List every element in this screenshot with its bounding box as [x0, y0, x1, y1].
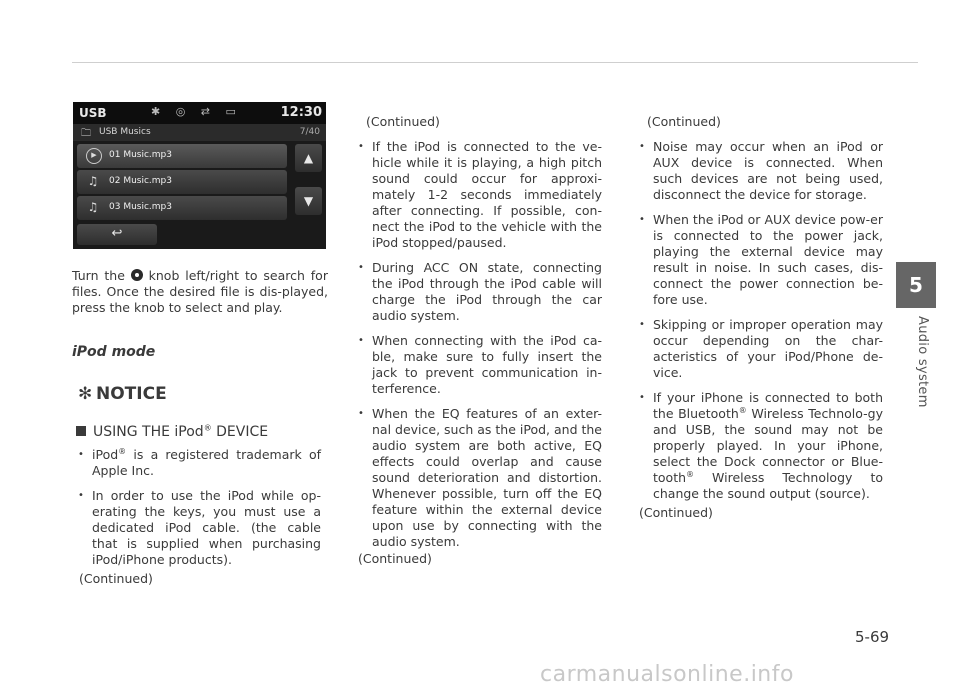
registered-mark: ®: [118, 446, 127, 456]
list-item: • If the iPod is connected to the ve-hicle while it is playing, a high pitch sound could occur for approxi-mately 1-2 seconds immediately after connecting. If possible, con-nect the iPod to the vehicle with the iPod stopped/paused.: [358, 139, 602, 251]
list-item: [78, 447, 321, 479]
list-item-text: Wireless Technology to change the sound output (source).: [653, 470, 883, 501]
track-item[interactable]: [77, 196, 287, 220]
page-number: 5-69: [855, 628, 890, 646]
list-item: • When connecting with the iPod ca-ble, make sure to fully insert the jack to prevent communication in-terference.: [358, 333, 602, 397]
notice-list: [78, 447, 321, 577]
list-item-text: If your iPhone is connected to both the Bluetooth: [653, 390, 883, 421]
clock: 12:30: [280, 105, 322, 120]
section-heading: iPod mode: [72, 344, 156, 360]
track-label: 03 Music.mp3: [109, 202, 172, 212]
subhead-text-end: DEVICE: [211, 424, 269, 440]
play-icon: ▶: [86, 148, 102, 164]
list-item: • During ACC ON state, connecting the iPod through the iPod cable will charge the iPod through the car audio system.: [358, 260, 602, 324]
knob-icon: [131, 269, 143, 281]
continued-label: (Continued): [79, 571, 153, 586]
source-label: USB: [79, 106, 107, 120]
notice-icon: ✻: [78, 384, 93, 404]
track-item[interactable]: [77, 144, 287, 168]
track-item[interactable]: [77, 170, 287, 194]
intro-text-end: knob left/right to search for files. Once the desired file is dis-played, press the knob to select and play.: [72, 268, 328, 315]
music-note-icon: ♫: [87, 200, 99, 214]
list-item: • When the EQ features of an exter-nal device, such as the iPod, and the audio system are both active, EQ effects could overlap and cause sound deterioration and distortion. Whenever possible, turn off the EQ feature within the external device upon use by connecting with the audio system.: [358, 406, 602, 550]
chapter-label: [916, 316, 932, 426]
notice-title: NOTICE: [96, 384, 167, 404]
intro-paragraph: [72, 268, 328, 316]
scroll-down-button[interactable]: ▼: [295, 187, 322, 215]
chapter-tab: 5: [896, 262, 936, 308]
watermark: carmanualsonline.info: [540, 662, 794, 687]
subhead-text: USING THE iPod: [93, 424, 204, 440]
notice-heading: [78, 384, 167, 404]
list-item: • Skipping or improper operation may occur depending on the char-acteristics of your iPod/Phone de-vice.: [639, 317, 883, 381]
registered-mark: ®: [738, 405, 747, 415]
continued-label: (Continued): [358, 551, 432, 566]
list-item-text: is a registered trademark of Apple Inc.: [92, 447, 321, 478]
continued-label: (Continued): [639, 505, 713, 520]
notice-list: [639, 139, 883, 511]
registered-mark: ®: [203, 423, 212, 433]
folder-icon: 🗀: [81, 128, 91, 139]
usb-music-screen: [73, 102, 326, 249]
music-note-icon: ♫: [87, 174, 99, 188]
chapter-label-text: Audio system: [915, 316, 930, 408]
intro-text-start: Turn the: [72, 268, 125, 283]
list-item: • In order to use the iPod while op-erating the keys, you must use a dedicated iPod cable. (the cable that is supplied when purchasing iPod/iPhone products).: [78, 488, 321, 568]
list-item-text: Wireless Technolo-gy and USB, the sound may not be properly played. In your iPhone, select the Dock connector or Blue-tooth: [653, 406, 883, 485]
list-item-text: iPod: [92, 447, 119, 462]
folder-name: USB Musics: [99, 127, 151, 137]
continued-label: (Continued): [366, 114, 440, 129]
scroll-up-button[interactable]: ▲: [295, 144, 322, 172]
status-icons: ✱ ◎ ⇄ ▭: [151, 105, 242, 118]
screen-status-bar: [73, 102, 326, 124]
folder-count: 7/40: [299, 127, 320, 137]
back-button[interactable]: ↩: [77, 224, 157, 245]
list-item: • Noise may occur when an iPod or AUX device is connected. When such devices are not being used, disconnect the device for storage.: [639, 139, 883, 203]
list-item: • When the iPod or AUX device pow-er is connected to the power jack, playing the external device may result in noise. In such cases, dis-connect the power connection be-fore use.: [639, 212, 883, 308]
track-label: 01 Music.mp3: [109, 150, 172, 160]
notice-subheading: [76, 424, 268, 440]
track-label: 02 Music.mp3: [109, 176, 172, 186]
continued-label: (Continued): [647, 114, 721, 129]
notice-list: [358, 139, 602, 559]
top-divider: [72, 62, 918, 63]
registered-mark: ®: [686, 469, 695, 479]
list-item: [639, 390, 883, 502]
square-bullet-icon: [76, 426, 86, 436]
folder-bar: [73, 124, 326, 141]
